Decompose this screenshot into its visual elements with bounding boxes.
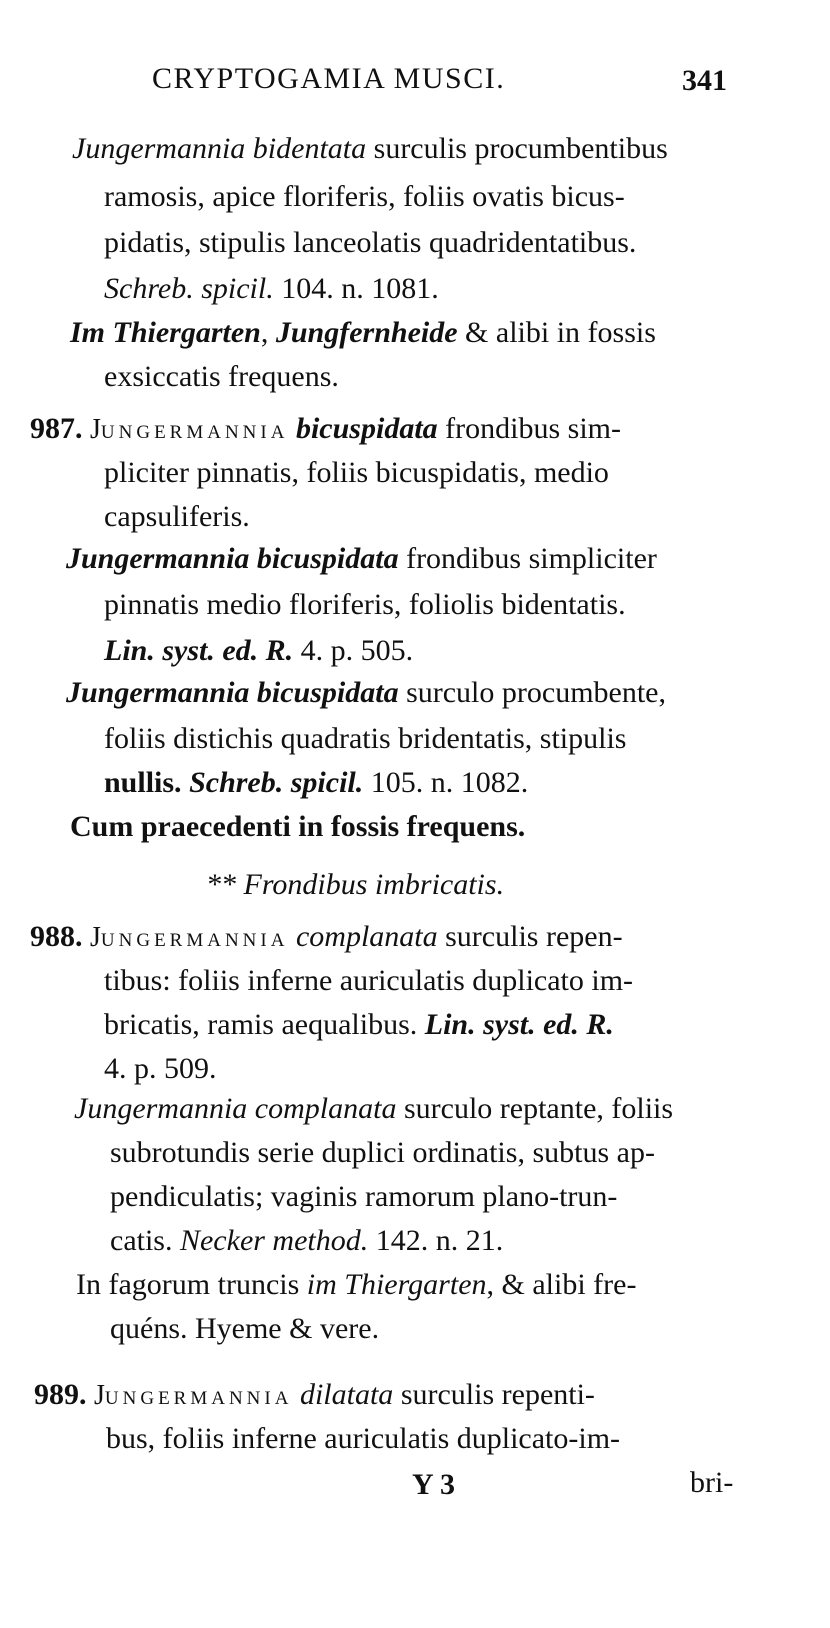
citation-schreb [104, 272, 439, 306]
synonym-linne-line-2: pinnatis medio floriferis, foliolis bidentatis. [104, 588, 626, 621]
synonym-linne-line-1 [66, 542, 657, 576]
text: bricatis, ramis aequalibus. [104, 1008, 418, 1041]
running-head: CRYPTOGAMIA MUSCI. [152, 62, 506, 95]
synonym-necker-line-3: pendiculatis; vaginis ramorum plano-trun- [110, 1180, 618, 1213]
species-epithet: complanata [288, 920, 438, 953]
entry-989-line-2: bus, foliis inferne auriculatis duplicato-im- [106, 1422, 621, 1455]
text: , [260, 316, 276, 349]
genus-smallcaps: UNGERMANNIA [104, 1388, 293, 1409]
entry-number: 987. [30, 412, 83, 445]
text: , & alibi fre- [486, 1268, 637, 1301]
text: surculis repen- [437, 920, 623, 953]
entry-987-line-1 [30, 412, 621, 450]
entry-number: 988. [30, 920, 83, 953]
text: surculo procumbente, [398, 676, 666, 709]
genus-smallcaps: UNGERMANNIA [100, 422, 289, 443]
text: frondibus sim- [437, 412, 621, 445]
citation-ref: 104. n. 1081. [273, 272, 439, 305]
taxon-name: Jungermannia bicuspidata [66, 676, 399, 709]
text: Cum praecedenti in fossis frequens. [70, 810, 526, 843]
section-heading: ** Frondibus imbricatis. [206, 868, 505, 901]
place-name: im Thiergarten [306, 1268, 487, 1301]
synonym-schreb-line-2: foliis distichis quadratis bridentatis, stipulis [104, 722, 627, 755]
citation-work: Lin. syst. ed. R. [417, 1008, 614, 1041]
species-epithet: dilatata [292, 1378, 394, 1411]
place-name: Im Thiergarten [70, 316, 261, 349]
citation-ref: 105. n. 1082. [363, 766, 529, 799]
citation-schreb-2 [104, 766, 528, 800]
synonym-schreb-line-1 [66, 676, 666, 710]
entry-number: 989. [34, 1378, 87, 1411]
text: catis. [110, 1224, 173, 1257]
entry-988-line-3 [104, 1008, 614, 1042]
synonym-bidentata-line-2: ramosis, apice floriferis, foliis ovatis bicus- [104, 180, 625, 213]
taxon-name: Jungermannia bicuspidata [66, 542, 399, 575]
citation-linne [104, 634, 413, 668]
page-number: 341 [682, 64, 727, 97]
entry-988-line-2: tibus: foliis inferne auriculatis duplicato im- [104, 964, 634, 997]
habitat-988-line-1 [76, 1268, 636, 1302]
synonym-necker-line-2: subrotundis serie duplici ordinatis, subtus ap- [110, 1136, 655, 1169]
entry-987-line-3: capsuliferis. [104, 500, 250, 533]
entry-988-line-1 [30, 920, 623, 958]
text: surculis procumbentibus [366, 132, 668, 165]
habitat-line-1 [70, 316, 656, 350]
text: surculo reptante, foliis [396, 1092, 674, 1125]
entry-989-line-1 [34, 1378, 595, 1416]
citation-work: Schreb. spicil. [104, 272, 274, 305]
citation-necker [110, 1224, 503, 1258]
citation-ref: 142. n. 21. [368, 1224, 504, 1257]
synonym-bidentata-line-3: pidatis, stipulis lanceolatis quadridentatibus. [104, 226, 637, 259]
signature-mark: Y 3 [412, 1468, 456, 1501]
text: nullis. [104, 766, 182, 799]
citation-work: Lin. syst. ed. R. [104, 634, 294, 667]
species-epithet: bicuspidata [288, 412, 438, 445]
citation-ref: 4. p. 505. [293, 634, 414, 667]
text: frondibus simpliciter [398, 542, 657, 575]
genus-initial: J [90, 414, 101, 445]
citation-work: Necker method. [172, 1224, 369, 1257]
text: In fagorum truncis [76, 1268, 307, 1301]
taxon-name: Jungermannia complanata [74, 1092, 397, 1125]
citation-work: Schreb. spicil. [181, 766, 364, 799]
catchword: bri- [690, 1466, 734, 1499]
genus-smallcaps: UNGERMANNIA [100, 930, 289, 951]
habitat-line-2: exsiccatis frequens. [104, 360, 339, 393]
text: surculis repenti- [393, 1378, 595, 1411]
entry-987-line-2: pliciter pinnatis, foliis bicuspidatis, medio [104, 456, 609, 489]
place-name: Jungfernheide [275, 316, 458, 349]
synonym-necker-line-1 [74, 1092, 673, 1126]
taxon-name: Jungermannia bidentata [72, 132, 367, 165]
synonym-bidentata-line-1 [72, 132, 668, 166]
genus-initial: J [94, 1380, 105, 1411]
habitat-987 [70, 810, 525, 844]
genus-initial: J [90, 922, 101, 953]
text: & alibi in fossis [457, 316, 656, 349]
habitat-988-line-2: quéns. Hyeme & vere. [110, 1312, 380, 1345]
entry-988-line-4: 4. p. 509. [104, 1052, 217, 1085]
